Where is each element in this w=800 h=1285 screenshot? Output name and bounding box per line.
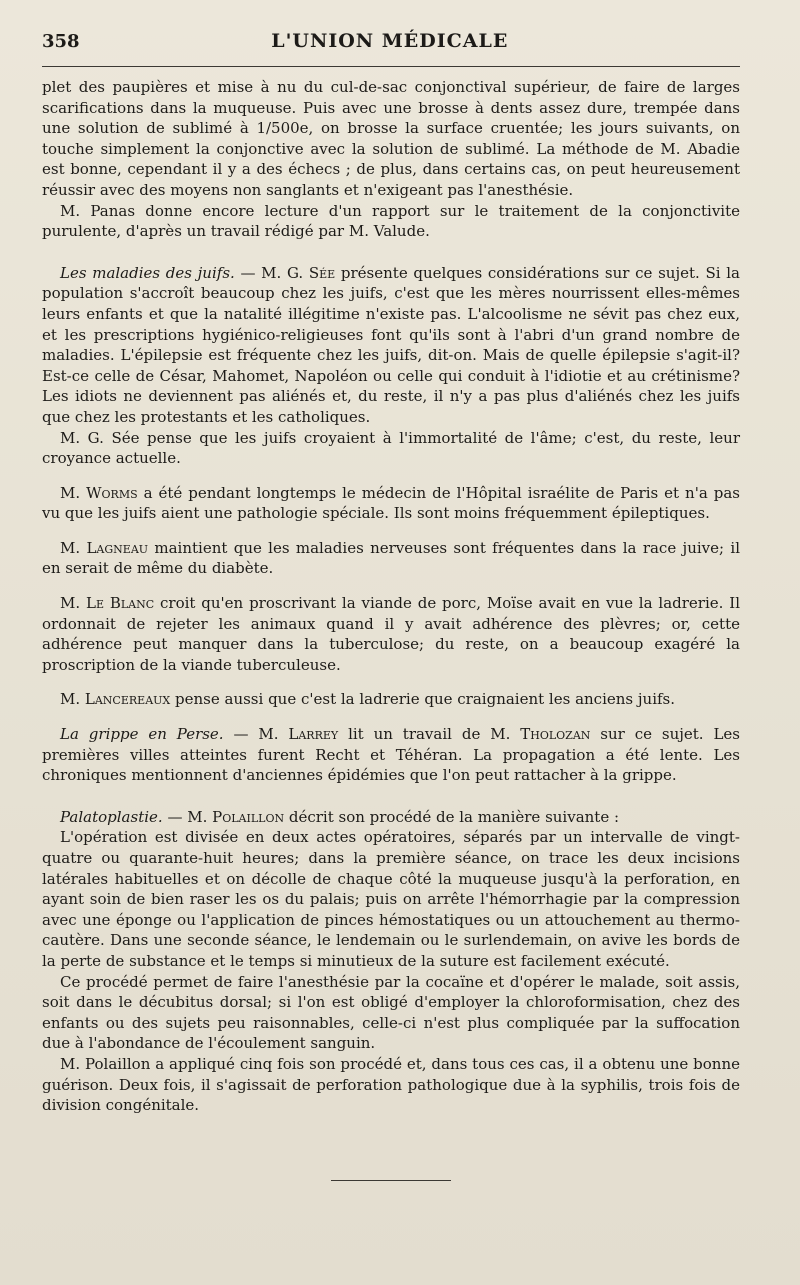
page-number: 358	[42, 31, 80, 52]
paragraph-text: plet des paupières et mise à nu du cul-de-sac conjonctival supérieur, de faire de larges scarifications dans la muqueuse. Puis avec une brosse à dents assez dure, trempée dans une solution de sublimé à 1/500e, on brosse la surface cruentée; les jours suivants, on touche simplement la conjonctive avec la solution de sublimé. La méthode de M. Abadie est bonne, cependant il y a des échecs ; de plus, dans certains cas, on peut heureusement réussir avec des moyens non sanglants et n'exigeant pas l'anesthésie.	[42, 78, 740, 199]
speaker-name-secondary: Tholozan	[520, 725, 591, 744]
paragraph-panas-report	[42, 201, 740, 242]
paragraph-text: a été pendant longtemps le médecin de l'Hôpital israélite de Paris et n'a pas vu que les juifs aient une pathologie spéciale. Ils sont moins fréquemment épileptiques.	[42, 483, 740, 523]
paragraph-text: L'opération est divisée en deux actes opératoires, séparés par un intervalle de vingt-quatre ou quarante-huit heures; dans la première séance, on trace les deux incisions latérales habituelles et on décolle de chaque côté la muqueuse jusqu'à la perforation, en ayant soin de bien raser les os du palais; puis on arrête l'hémorrhagie par la compression avec une éponge ou l'application de pinces hémostatiques ou un attouchement au thermo-cautère. Dans une seconde séance, le lendemain ou le surlendemain, on avive les bords de la perte de substance et le temps si minutieux de la suture est facilement exécuté.	[42, 828, 740, 970]
dash: —	[234, 263, 262, 282]
paragraph-see-immortalite	[42, 428, 740, 469]
paragraph-text: décrit son procédé de la manière suivante :	[284, 807, 620, 826]
speaker-name: Worms	[86, 483, 138, 502]
speaker-name: Lagneau	[86, 538, 149, 557]
section-separator-rule	[331, 1180, 451, 1181]
paragraph-text-continued: sur ce sujet. Les premières villes atteintes furent Recht et Téhéran. La propagation a été lente. Les chroniques mentionnent d'anciennes épidémies que l'on peut rattacher à la grippe.	[42, 725, 740, 785]
section-lead: Les maladies des juifs.	[60, 263, 235, 282]
honorific: M.	[258, 725, 289, 744]
paragraph-lagneau	[42, 538, 740, 579]
section-lead: Palatoplastie.	[60, 807, 163, 826]
paragraph-text: M. G. Sée pense que les juifs croyaient à l'immortalité de l'âme; c'est, du reste, leur croyance actuelle.	[42, 428, 740, 468]
paragraph-text: M. Polaillon a appliqué cinq fois son procédé et, dans tous ces cas, il a obtenu une bonne guérison. Deux fois, il s'agissait de perforation pathologique due à la syphilis, trois fois de division congénitale.	[42, 1054, 740, 1115]
paragraph-procede	[42, 972, 740, 1054]
paragraph-lancereaux	[42, 689, 740, 710]
honorific: M.	[60, 483, 87, 502]
dash: —	[223, 725, 259, 744]
paragraph-text: pense aussi que c'est la ladrerie que craignaient les anciens juifs.	[170, 690, 676, 709]
speaker-name: Le Blanc	[85, 594, 155, 613]
page-header	[42, 30, 740, 67]
speaker-name: Sée	[308, 263, 336, 282]
paragraph-text: Ce procédé permet de faire l'anesthésie par la cocaïne et d'opérer le malade, soit assis, soit dans le décubitus dorsal; si l'on est obligé d'employer la chloroformisation, chez des enfants ou des sujets peu raisonnables, celle-ci n'est plus compliquée par la suffocation due à l'abondance de l'écoulement sanguin.	[42, 972, 740, 1053]
paragraph-grippe-perse	[42, 724, 740, 786]
paragraph-text: croit qu'en proscrivant la viande de porc, Moïse avait en vue la ladrerie. Il ordonnait de rejeter les animaux quand il y avait adhérence des plèvres; or, cette adhérence peut manquer dans la tuberculose; du reste, on a beaucoup exagéré la proscription de la viande tuberculeuse.	[42, 594, 740, 674]
honorific: M. G.	[261, 263, 309, 282]
speaker-name: Lancereaux	[84, 690, 171, 709]
honorific: M.	[60, 690, 85, 709]
honorific: M.	[187, 807, 213, 826]
paragraph-polaillon-results	[42, 1054, 740, 1116]
honorific: M.	[60, 538, 87, 557]
running-head: L'UNION MÉDICALE	[271, 30, 509, 52]
body-text	[42, 77, 740, 1116]
paragraph-text: lit un travail de M.	[338, 725, 521, 744]
honorific: M.	[60, 594, 86, 613]
paragraph-operation	[42, 827, 740, 971]
section-lead: La grippe en Perse.	[60, 725, 224, 744]
paragraph-palatoplastie	[42, 807, 740, 828]
paragraph-le-blanc	[42, 593, 740, 675]
paragraph-text: M. Panas donne encore lecture d'un rapport sur le traitement de la conjonctivite purulente, d'après un travail rédigé par M. Valude.	[42, 201, 740, 241]
speaker-name: Polaillon	[212, 807, 285, 826]
paragraph-text: maintient que les maladies nerveuses sont fréquentes dans la race juive; il en serait de même du diabète.	[42, 538, 740, 578]
dash: —	[162, 807, 188, 826]
paragraph-abadie-method	[42, 77, 740, 201]
paragraph-worms	[42, 483, 740, 524]
paragraph-maladies-juifs	[42, 263, 740, 428]
paragraph-text: présente quelques considérations sur ce sujet. Si la population s'accroît beaucoup chez les juifs, c'est que les mères nourrissent elles-mêmes leurs enfants et que la natalité illégitime n'existe pas. L'alcoolisme ne sévit pas chez eux, et les prescriptions hygiénico-religieuses font qu'ils sont à l'abri d'un grand nombre de maladies. L'épilepsie est fréquente chez les juifs, dit-on. Mais de quelle épilepsie s'agit-il? Est-ce celle de César, Mahomet, Napoléon ou celle qui conduit à l'idiotie et au crétinisme? Les idiots ne deviennent pas aliénés et, du reste, il n'y a pas plus d'aliénés chez les juifs que chez les protestants et les catholiques.	[42, 263, 740, 426]
speaker-name: Larrey	[288, 725, 339, 744]
